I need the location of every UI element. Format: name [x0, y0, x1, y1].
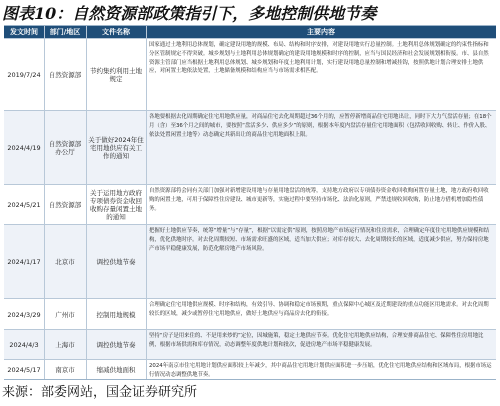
- row-date: 2024/1/17: [7, 258, 41, 266]
- row-content: 把握好土地供应节奏，统筹“增量”与“存量”，根据“以需定供”原则，按照房地产市场运行情况和住房需求，合理确定年度住宅用地供应规模和结构，优化供地时序。对去化周期较短、市场需求旺盛的区域，适当加大供应；对库存较大、去化周期较长的区域，适度减少供应，努力保持房地产市场平稳健康发展，防范化解房地产市场风险。: [149, 228, 490, 252]
- row-content: 2024年南京市住宅用地计划供应面积较上年减少，其中商品住宅用地计划供应面积进一步压缩，优化住宅用地供应结构和区域布局，根据市场运行情况动态调整供地节奏。: [149, 363, 492, 378]
- row-file-name: 节约集约利用土地规定: [90, 67, 142, 83]
- row-file-name: 缩减供地面积: [96, 366, 136, 374]
- row-dept: 自然资源部: [48, 201, 82, 209]
- row-dept: 自然资源部: [48, 71, 82, 79]
- table-header: [4, 26, 496, 38]
- row-content: 各地要根据去化周期确定住宅用地供应量，对商品住宅去化周期超过36个月的，应暂停新增商品住宅用地出让，同时下大力气盘活存量；在18个月（含）至36个月之间的城市，要按照“盘活多少、供应多少”的原则，根据本年度内盘活存量住宅用地面积（包括收回收购、转让、作价入股、依法处置闲置土地等）动态确定其新出让的商品住宅用地面积上限。: [149, 114, 492, 138]
- row-dept: 北京市: [55, 258, 75, 266]
- row-file-name: 控制用地规模: [96, 310, 136, 319]
- row-dept: 广州市: [55, 310, 75, 319]
- row-date: 2024/5/17: [7, 366, 41, 374]
- header-name: 文件名称: [102, 28, 130, 36]
- row-date: 2024/4/19: [7, 144, 41, 152]
- row-date: 2019/7/24: [7, 71, 41, 79]
- table-row: [4, 184, 496, 225]
- table-row: [4, 38, 496, 111]
- row-date: 2024/4/3: [9, 341, 39, 349]
- row-date: 2024/3/29: [7, 310, 41, 319]
- header-date: 发文时间: [10, 28, 38, 36]
- row-content: 自然资源部将会同有关部门加强对新增建设用地与存量用地盘活的统筹，支持地方政府以专项债券资金收回收购闲置存量土地，地方政府收回收购的闲置土地，可用于保障性住房建设、城市更新等，实施过程中要坚持市场化、法治化原则，严禁违规收回收购，防止地方借机增加隐性债务。: [149, 188, 489, 212]
- policy-table: [4, 25, 496, 380]
- row-file-name: 调控供地节奏: [96, 341, 136, 349]
- row-content: 国家通过土地利用总体规划，确定建设用地的规模、布局、结构和时序安排，对建设用地实行总量控制。土地利用总体规划确定的约束性指标和分区管制规定不得突破。城乡规划与土地利用总体规划确定的建设用地规模和时序的控制，应当与国民经济和社会发展规划相衔接。市、县自然资源主管部门应当根据土地利用总体规划、城乡规划和年度土地利用计划，实行建设用地总量控制和增减挂钩，按照供地计划合理安排土地供应，对闲置土地依法处置，土地储备规模和结构应当与市场需求相匹配。: [149, 42, 489, 75]
- row-content: 合理确定住宅用地供应规模、时序和结构，有效引导、协调和稳定市场预期，重点保障中心城区及近期建设的重点功能区用地需求。对去化周期较长的区域，减少或暂停住宅用地供应，做好土地供应与商品房去化的衔接。: [149, 302, 489, 317]
- header-dept: 部门/地区: [49, 28, 81, 36]
- table-row: [4, 224, 496, 299]
- figure-title: 图表10：自然资源部政策指引下，多地控制供地节奏: [2, 3, 377, 23]
- row-dept: 自然资源部办公厅: [48, 140, 82, 156]
- source-note: 来源：部委网站，国金证券研究所: [2, 385, 198, 400]
- row-file-name: 调控供地节奏: [96, 258, 136, 266]
- row-dept: 南京市: [55, 366, 75, 374]
- row-file-name: 关于运用地方政府专项债券资金收回收购存量闲置土地的通知: [90, 189, 142, 221]
- table-row: [4, 359, 496, 380]
- table-row: [4, 329, 496, 360]
- row-content: 坚持“房子是用来住的、不是用来炒的”定位，因城施策，稳定土地供应节奏。优化住宅用地供应结构，合理安排商品住宅、保障性住房用地比例，根据市场供需和库存情况，动态调整年度供地计划和批次，促进房地产市场平稳健康发展。: [149, 333, 484, 348]
- row-file-name: 关于做好2024年住宅用地供应有关工作的通知: [88, 136, 144, 160]
- column-divider: [86, 26, 87, 379]
- row-dept: 上海市: [55, 341, 75, 349]
- column-divider: [146, 26, 147, 379]
- column-divider: [44, 26, 45, 379]
- header-content: 主要内容: [307, 28, 335, 36]
- table-row: [4, 298, 496, 330]
- table-row: [4, 110, 496, 185]
- row-date: 2024/5/21: [7, 201, 41, 209]
